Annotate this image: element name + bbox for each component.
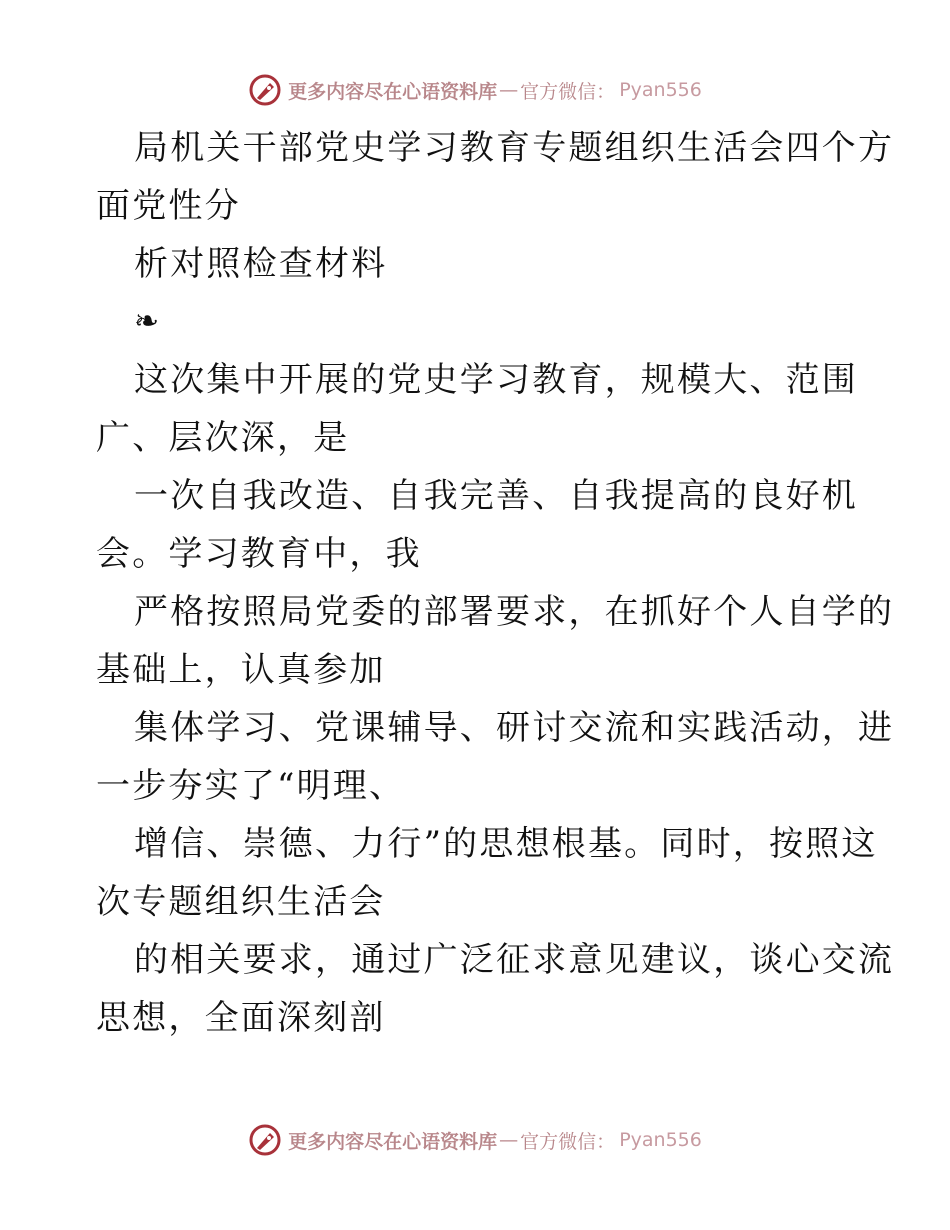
doc-line: 严格按照局党委的部署要求，在抓好个人自学的 (134, 592, 895, 632)
doc-line: 思想，全面深刻剖 (96, 998, 386, 1038)
watermark-text: 更多内容尽在心语资料库 (288, 1130, 498, 1153)
watermark-separator: — (499, 1129, 519, 1151)
doc-line: 一次自我改造、自我完善、自我提高的良好机 (134, 476, 858, 516)
watermark-wechat-id: Pyan556 (619, 79, 702, 101)
footer-watermark (0, 1120, 950, 1160)
doc-line: 增信、崇德、力行”的思想根基。同时，按照这 (134, 824, 878, 864)
doc-line: 次专题组织生活会 (96, 882, 386, 922)
watermark-wechat-label: 官方微信： (520, 1130, 616, 1153)
pen-nib-logo-icon (248, 1123, 282, 1157)
pen-nib-logo-icon (248, 73, 282, 107)
header-watermark (0, 70, 950, 110)
doc-line: 一步夯实了“明理、 (96, 766, 406, 806)
doc-line: 这次集中开展的党史学习教育，规模大、范围 (134, 360, 858, 400)
watermark-wechat-id: Pyan556 (619, 1129, 702, 1151)
doc-line: 集体学习、党课辅导、研讨交流和实践活动，进 (134, 708, 895, 748)
doc-line: 会。学习教育中，我 (96, 534, 422, 574)
doc-line: 广、层次深，是 (96, 418, 350, 458)
fleuron-ornament-icon: ❧ (134, 304, 160, 339)
doc-line: 局机关干部党史学习教育专题组织生活会四个方 (134, 128, 895, 168)
doc-line: 析对照检查材料 (134, 244, 388, 284)
doc-line: 面党性分 (96, 186, 241, 226)
watermark-wechat-label: 官方微信： (520, 80, 616, 103)
doc-line: 的相关要求，通过广泛征求意见建议，谈心交流 (134, 940, 895, 980)
doc-line: 基础上，认真参加 (96, 650, 386, 690)
watermark-separator: — (499, 79, 519, 101)
watermark-text: 更多内容尽在心语资料库 (288, 80, 498, 103)
